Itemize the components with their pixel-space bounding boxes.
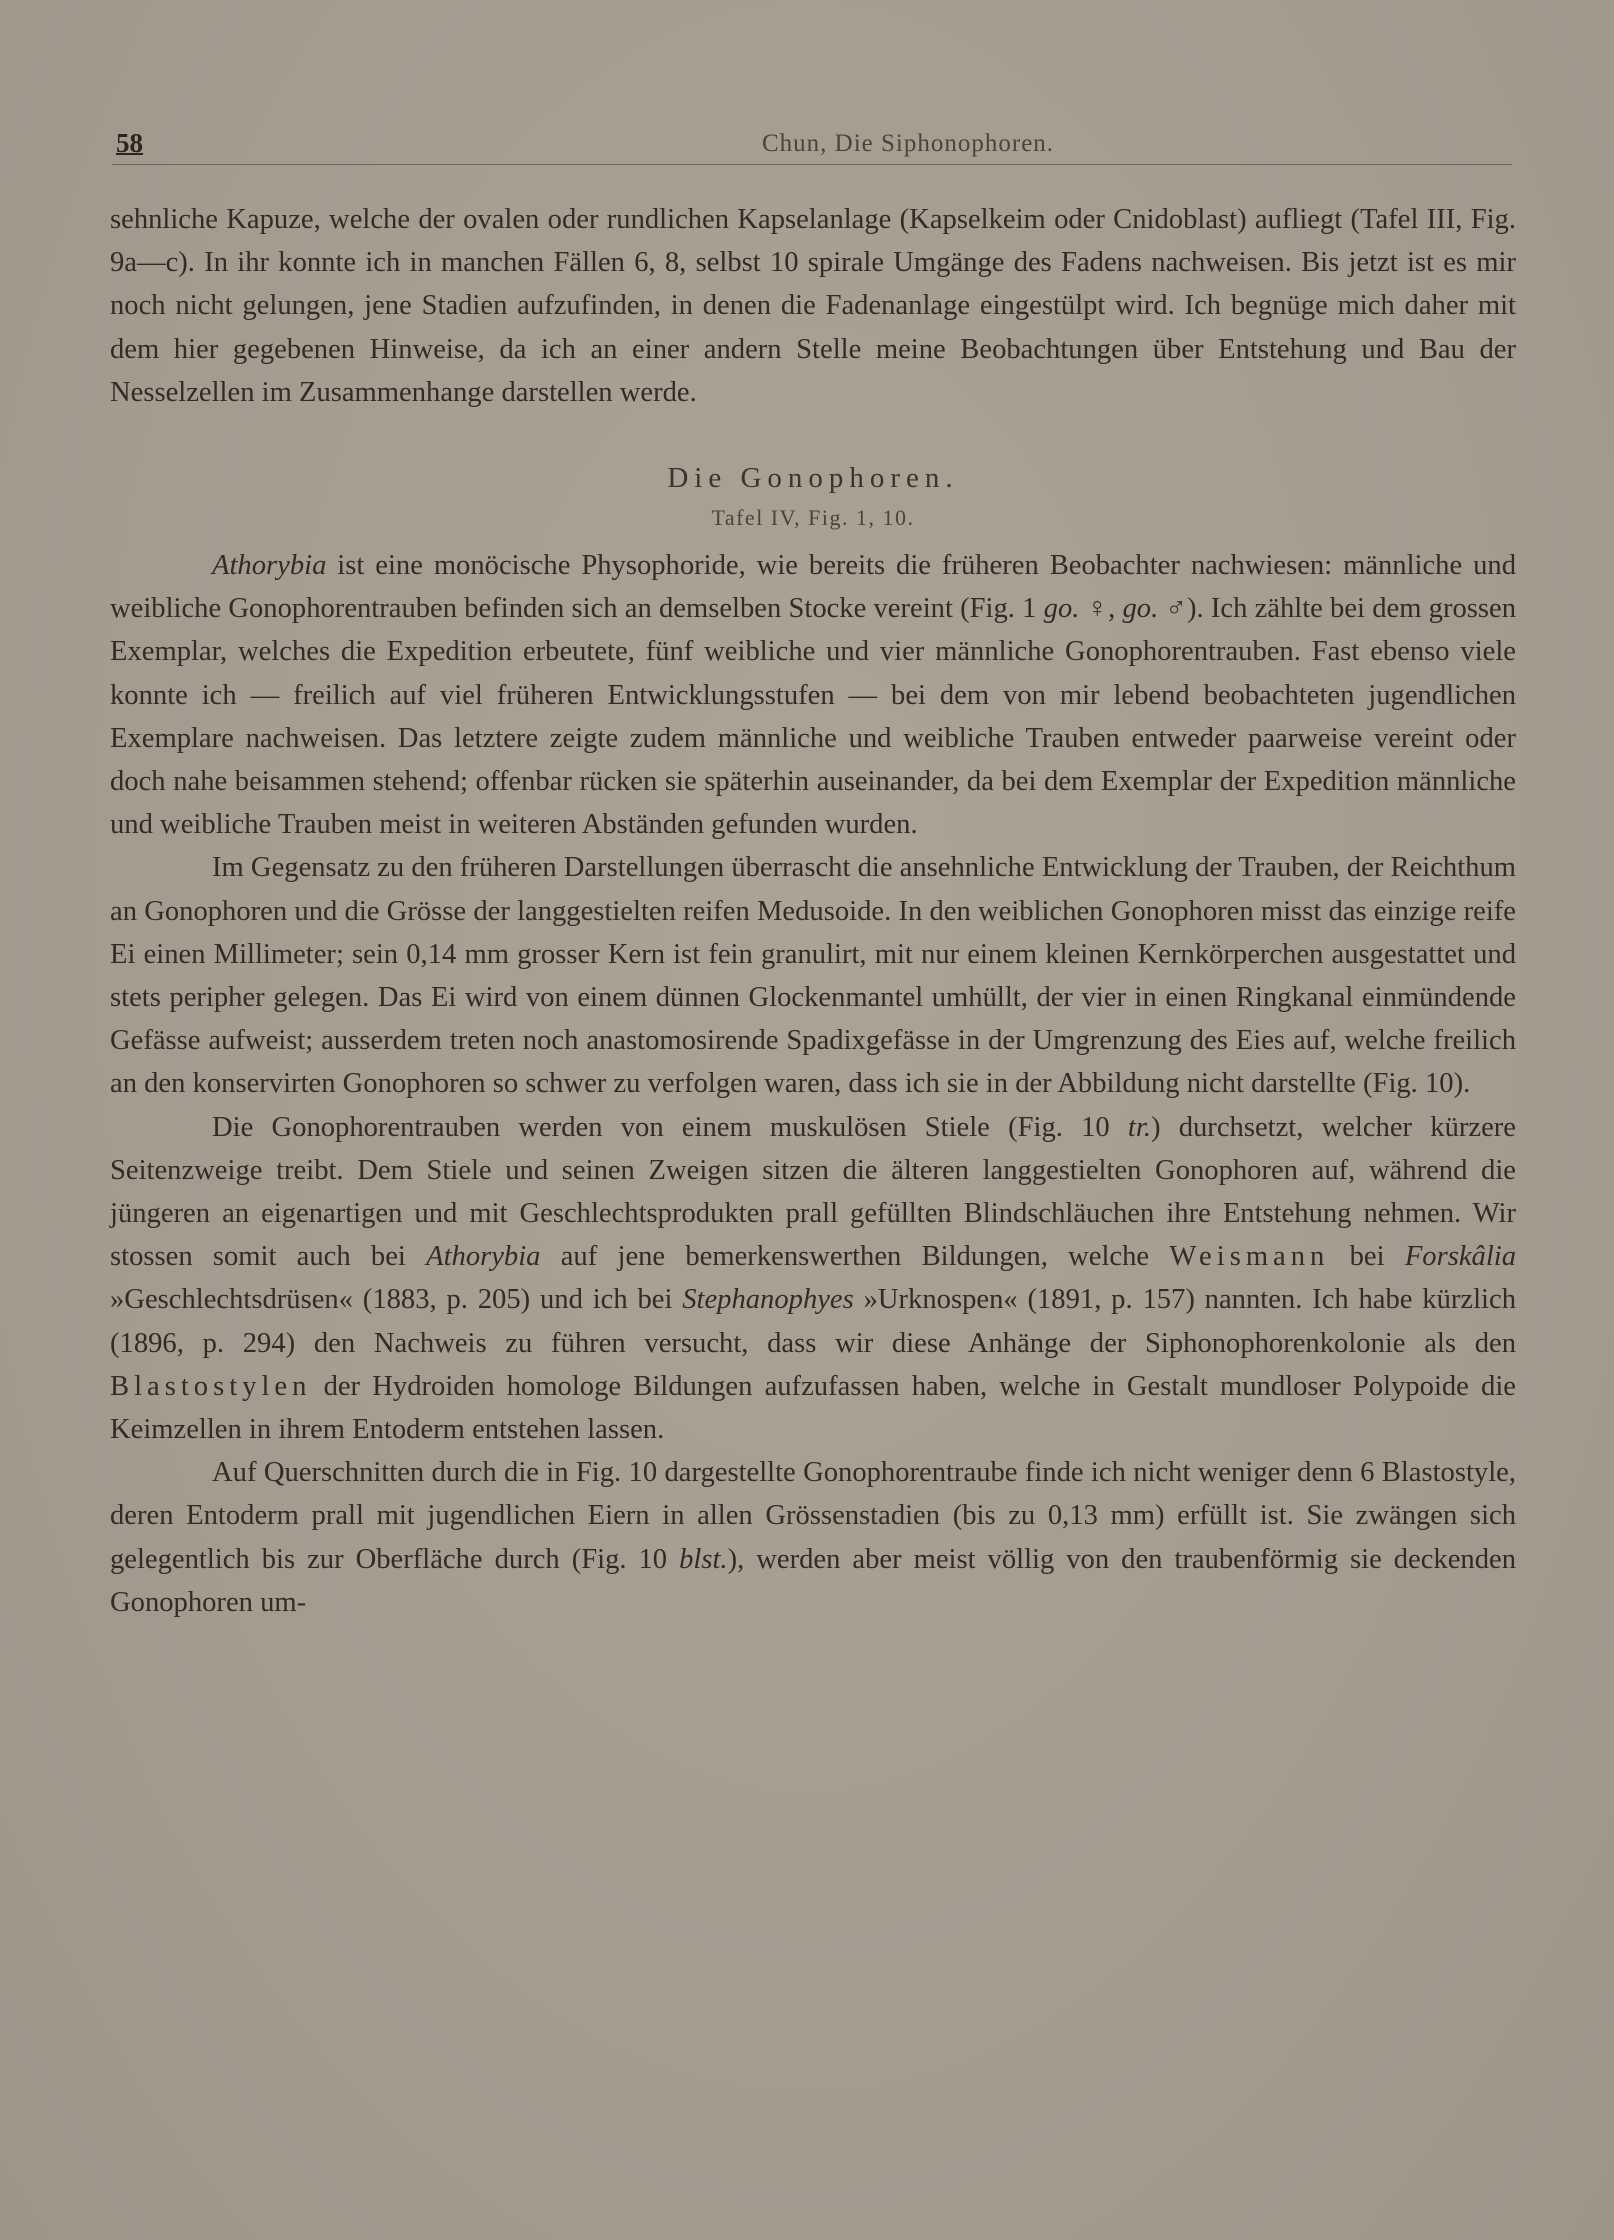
- paragraph-3: [110, 846, 1516, 1105]
- text-run: sehnliche Kapuze, welche der ovalen oder rundlichen Kapselanlage (Kapselkeim oder Cnidoblast) aufliegt (Tafel III, Fig. 9a—c). In ihr konnte ich in manchen Fällen 6, 8, selbst 10 spirale Umgänge des Fadens nachweisen. Bis jetzt ist es mir noch nicht gelungen, jene Stadien aufzufinden, in denen die Fadenanlage eingestülpt wird. Ich begnüge mich daher mit dem hier gegebenen Hinweise, da ich an einer andern Stelle meine Beobachtungen über Entstehung und Bau der Nesselzellen im Zusammenhange darstellen werde.: [110, 204, 1516, 408]
- text-run: ist eine monöcische Physophoride, wie bereits die früheren Beobachter nachwiesen: männliche und weibliche Gonophorentrauben befinden sich an demselben Stocke vereint (Fig. 1: [110, 550, 1516, 625]
- italic-abbrev: go.: [1122, 593, 1159, 625]
- italic-abbrev: blst.: [679, 1543, 728, 1575]
- italic-genus: Stephanophyes: [682, 1284, 854, 1316]
- italic-genus: Athorybia: [426, 1241, 541, 1273]
- paragraph-1: [110, 198, 1516, 414]
- body-text: [110, 198, 1516, 1624]
- paragraph-4: [110, 1106, 1516, 1452]
- text-run: »Urknospen« (1891, p. 157) nannten. Ich habe kürzlich (1896, p. 294) den Nachweis zu führen versucht, dass wir diese Anhänge der Siphonophorenkolonie als den: [110, 1284, 1516, 1359]
- text-run: ♀,: [1079, 593, 1123, 625]
- italic-genus: Athorybia: [212, 550, 327, 582]
- text-run: ) durchsetzt, welcher kürzere Seitenzweige treibt. Dem Stiele und seinen Zweigen sitzen die älteren langgestielten Gonophoren auf, während die jüngeren an eigenartigen und mit Geschlechtsprodukten prall gefüllten Blindschläuchen ihre Entstehung nehmen. Wir stossen somit auch bei: [110, 1111, 1516, 1273]
- text-run: auf jene bemerkenswerthen Bildungen, welche: [540, 1241, 1170, 1273]
- plate-reference: Tafel IV, Fig. 1, 10.: [711, 505, 915, 531]
- text-run: Die Gonophorentrauben werden von einem muskulösen Stiele (Fig. 10: [212, 1111, 1128, 1143]
- paragraph-2: [110, 544, 1516, 846]
- text-run: ), werden aber meist völlig von den traubenförmig sie deckenden Gonophoren um-: [110, 1543, 1517, 1618]
- text-run: Auf Querschnitten durch die in Fig. 10 dargestellte Gonophorentraube finde ich nicht weniger denn 6 Blastostyle, deren Entoderm prall mit jugendlichen Eiern in allen Grössenstadien (bis zu 0,13 mm) erfüllt ist. Sie zwängen sich gelegentlich bis zur Oberfläche durch (Fig. 10: [110, 1457, 1516, 1575]
- page-number: 58: [116, 128, 143, 158]
- text-run: ♂). Ich zählte bei dem grossen Exemplar, welches die Expedition erbeutete, fünf weibliche und vier männliche Gonophorentrauben. Fast ebenso viele konnte ich — freilich auf viel früheren Entwicklungsstufen — bei dem von mir lebend beobachteten jugendlichen Exemplare nachweisen. Das letztere zeigte zudem männliche und weibliche Trauben entweder paarweise vereint oder doch nahe beisammen stehend; offenbar rücken sie späterhin auseinander, da bei dem Exemplar der Expedition männliche und weibliche Trauben meist in weiteren Abständen gefunden wurden.: [110, 593, 1517, 841]
- spaced-author-name: Weismann: [1169, 1241, 1330, 1273]
- text-run: »Geschlechtsdrüsen« (1883, p. 205) und ich bei: [110, 1284, 683, 1316]
- section-heading: Die Gonophoren.: [667, 462, 959, 495]
- italic-abbrev: go.: [1043, 593, 1080, 625]
- italic-genus: Forskâlia: [1404, 1241, 1517, 1273]
- running-title: Chun, Die Siphonophoren.: [762, 130, 1055, 157]
- spaced-term: Blastostylen: [110, 1370, 312, 1402]
- text-run: Im Gegensatz zu den früheren Darstellungen überrascht die ansehnliche Entwicklung der Trauben, der Reichthum an Gonophoren und die Grösse der langgestielten reifen Medusoide. In den weiblichen Gonophoren misst das einzige reife Ei einen Millimeter; sein 0,14 mm grosser Kern ist fein granulirt, mit nur einem kleinen Kernkörperchen ausgestattet und stets peripher gelegen. Das Ei wird von einem dünnen Glockenmantel umhüllt, der vier in einen Ringkanal einmündende Gefässe aufweist; ausserdem treten noch anastomosirende Spadixgefässe in der Umgrenzung des Eies auf, welche freilich an den konservirten Gonophoren so schwer zu verfolgen waren, dass ich sie in der Abbildung nicht darstellte (Fig. 10).: [110, 852, 1516, 1100]
- italic-abbrev: tr.: [1127, 1111, 1151, 1143]
- paragraph-5: [110, 1451, 1516, 1624]
- text-run: bei: [1329, 1241, 1405, 1273]
- running-header: [112, 128, 1512, 165]
- text-run: der Hydroiden homologe Bildungen aufzufassen haben, welche in Gestalt mundloser Polypoide die Keimzellen in ihrem Entoderm entstehen lassen.: [110, 1370, 1516, 1446]
